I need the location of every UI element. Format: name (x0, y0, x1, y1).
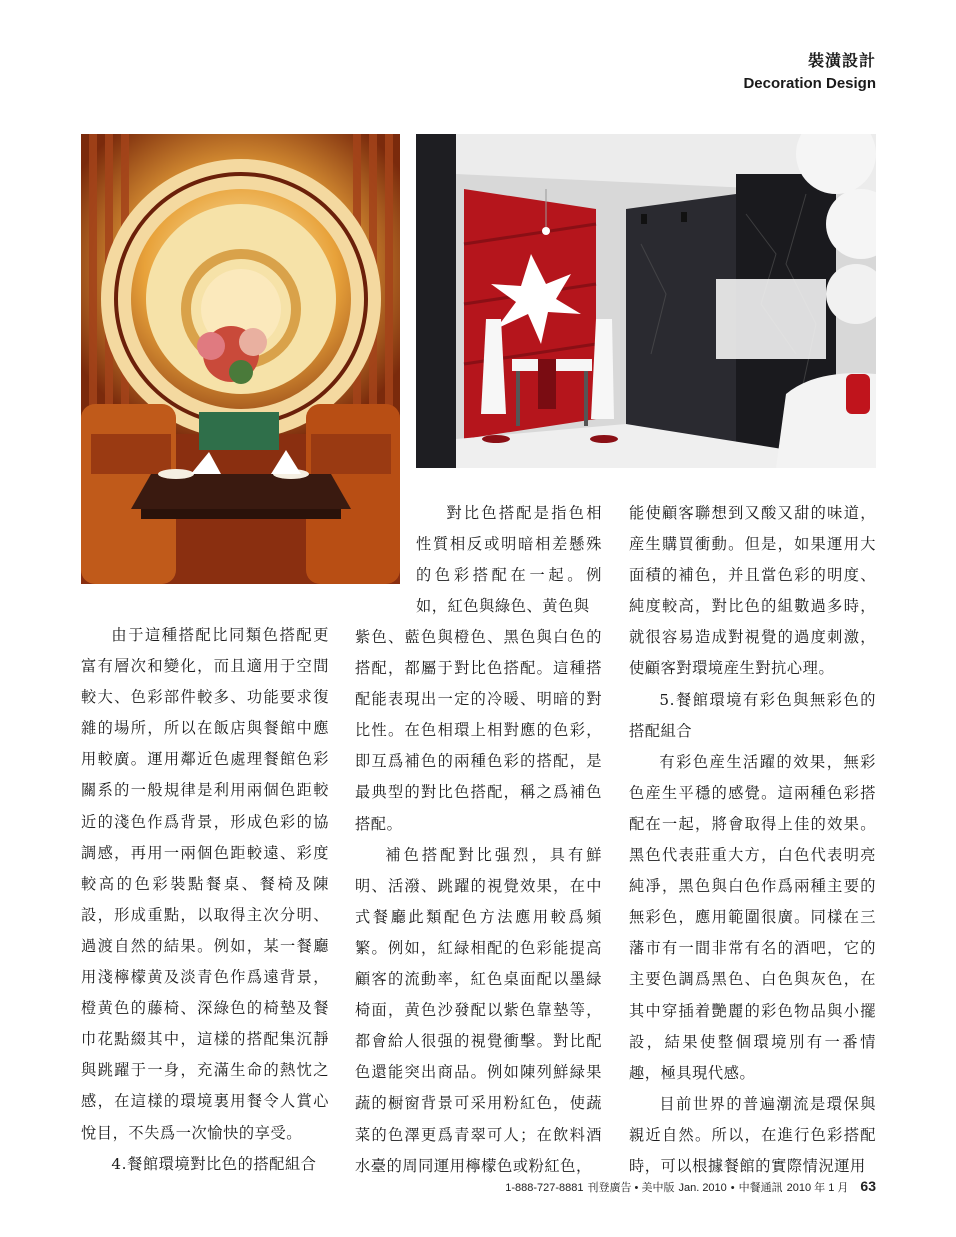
text-column-1 (81, 620, 329, 1180)
section-title-en: Decoration Design (743, 75, 876, 92)
footer-bullet: • (730, 1182, 735, 1194)
modern-dining-room-photo (416, 134, 876, 468)
footer-phone: 1-888-727-8881 (505, 1182, 584, 1194)
paragraph: 紫色、藍色與橙色、黑色與白色的搭配，都屬于對比色搭配。這種搭配能表現出一定的冷暖、明暗的對比性。在色相環上相對應的色彩，即互爲補色的兩種色彩的搭配，是最典型的對比色搭配，稱之爲補色搭配。 (355, 628, 602, 833)
footer-ad-text: 刊登廣告 • 美中版 (587, 1182, 675, 1194)
paragraph: 目前世界的普遍潮流是環保與親近自然。所以，在進行色彩搭配時，可以根據餐館的實際情況運用 (629, 1094, 876, 1175)
footer-magazine: 中餐通訊 (738, 1182, 783, 1194)
text-column-2-top (416, 498, 602, 622)
page-number: 63 (860, 1178, 876, 1194)
paragraph: 補色搭配對比强烈，具有鮮明、活潑、跳躍的視覺效果，在中式餐廳此類配色方法應用較爲頻繁。例如，紅緑相配的色彩能提高顧客的流動率，紅色桌面配以墨緑椅面，黄色沙發配以紫色靠墊等，都會給人很强的視覺衝擊。對比配色還能突出商品。例如陳列鮮緑果蔬的橱窗背景可采用粉紅色，使蔬菜的色澤更爲青翠可人；在飲料酒水臺的周同運用檸檬色或粉紅色， (355, 845, 602, 1175)
section-title-zh: 裝潢設計 (807, 53, 876, 70)
paragraph: 由于這種搭配比同類色搭配更富有層次和變化，而且適用于空間較大、色彩部件較多、功能要求復雜的場所，所以在飯店與餐館中應用較廣。運用鄰近色處理餐館色彩關系的一般規律是利用兩個色距較近的淺色作爲背景，形成色彩的協調感，再用一兩個色距較遠、彩度較高的色彩裝點餐桌、餐椅及陳設，形成重點，以取得主次分明、過渡自然的結果。例如，某一餐廳用淺檸檬黄及淡青色作爲遠背景，橙黄色的藤椅、深綠色的椅墊及餐巾花點綴其中，這樣的搭配集沉靜與跳躍于一身，充滿生命的熱忱之感，在這樣的環境裏用餐令人賞心悅目，不失爲一次愉快的享受。 (81, 626, 329, 1142)
text-column-2 (355, 622, 602, 1182)
paragraph: 有彩色産生活躍的效果，無彩色産生平穩的感覺。這兩種色彩搭配在一起，將會取得上佳的效果。黑色代表莊重大方，白色代表明亮純凈，黑色與白色作爲兩種主要的無彩色，應用範圍很廣。同樣在三藩市有一間非常有名的酒吧，它的主要色調爲黑色、白色與灰色，在其中穿插着艷麗的彩色物品與小擺設，結果使整個環境別有一番情趣，極具現代感。 (629, 752, 876, 1082)
section-header (743, 48, 876, 92)
text-column-3 (629, 498, 876, 1182)
section-heading-5: 5.餐館環境有彩色與無彩色的搭配組合 (629, 690, 876, 740)
restaurant-moon-gate-photo (81, 134, 400, 584)
paragraph: 能使顧客聯想到又酸又甜的味道，産生購買衝動。但是，如果運用大面積的補色，并且當色彩的明度、純度較高，對比色的組數過多時，就很容易造成對視覺的過度刺激，使顧客對環境産生對抗心理。 (629, 504, 876, 678)
paragraph: 對比色搭配是指色相性質相反或明暗相差懸殊的色彩搭配在一起。例如，紅色與綠色、黄色與 (416, 504, 602, 616)
footer-date-en: Jan. 2010 (678, 1182, 727, 1194)
section-heading-4: 4.餐館環境對比色的搭配組合 (111, 1154, 317, 1173)
page-footer (505, 1178, 876, 1195)
footer-date-zh: 2010 年 1 月 (786, 1182, 849, 1194)
